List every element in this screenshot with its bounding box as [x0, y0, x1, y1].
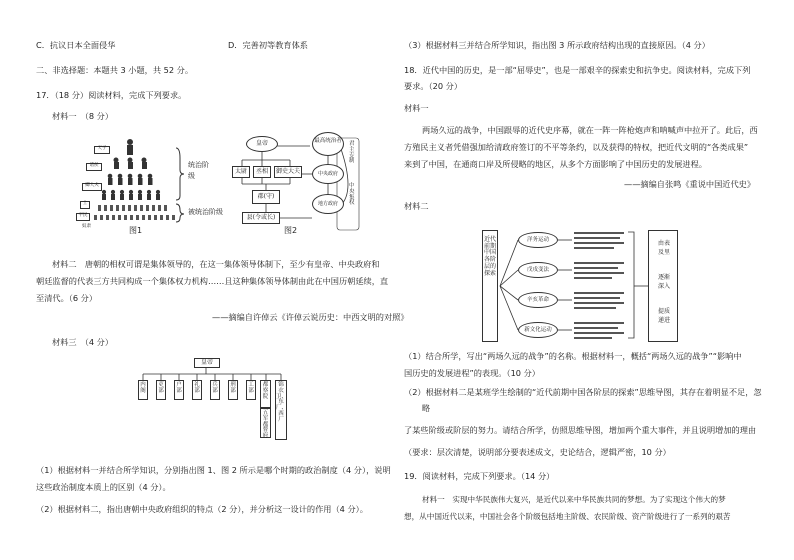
fig2-side-centralization: 中央集权 — [349, 183, 355, 207]
mind-map-root: 近代前期中国各阶层的探索 — [482, 230, 498, 342]
mind-map-summary — [648, 230, 678, 342]
fig1-slave-label: 奴隶 — [82, 224, 91, 229]
fig2-side-absolutism: 君主专制 — [349, 141, 355, 165]
fig1-caption: 图1 — [129, 226, 143, 235]
q18-material-1-source: ——摘编自张鸣《重说中国近代史》 — [624, 179, 756, 189]
q18-material-1-line-3: 来到了中国，在通商口岸及所侵略的地区，从多个方面影响了中国历史的发展进程。 — [404, 159, 707, 169]
mind-map-summary-2: 逐渐深入 — [657, 274, 670, 290]
fig3-xingbu: 刑部 — [228, 380, 238, 400]
fig3-duchayuan: 都察院 — [260, 380, 271, 408]
question-19-heading: 19．阅读材料，完成下列要求。（14 分） — [404, 471, 555, 481]
fig3-emperor: 皇帝 — [194, 358, 220, 368]
q19-material-line-2: 想，从中国近代以来，中国社会各个阶级包括地主阶级、农民阶级、资产阶级进行了一系列的艰苦 — [404, 512, 731, 521]
fig2-local-government: 地方政府 — [312, 194, 344, 214]
fig2-central-government: 中央政府 — [312, 164, 344, 184]
fig3-hubu: 户部 — [174, 380, 184, 400]
fig1-row-zhuhou: 诸侯 — [86, 163, 102, 171]
fig1-row-qingdafu: 卿大夫 — [82, 183, 102, 191]
section-heading: 二、非选择题：本题共 3 小题，共 52 分。 — [36, 65, 194, 75]
material-2-line-3: 至清代。（6 分） — [36, 293, 98, 303]
mind-map-node-westernization: 洋务运动 — [518, 232, 558, 248]
question-18-line-1: 18．近代中国的历史，是一部“屈辱史”，也是一部艰辛的探索史和抗争史。阅读材料，完成下列 — [404, 65, 751, 75]
material-2-line-2: 朝廷监督的代表三方共同构成一个集体权力机构……且这种集体领导体制由此在中国历朝延续，直 — [36, 276, 389, 286]
figure-2 — [232, 132, 364, 236]
fig1-ruled-class: 被统治阶级 — [188, 208, 223, 216]
option-c: C．抗议日本全面侵华 — [36, 40, 116, 50]
mind-map-summary-1: 由表及里 — [657, 240, 670, 256]
fig2-county: 县(令或长) — [242, 212, 280, 224]
fig2-taiwei: 太尉 — [232, 166, 250, 178]
fig2-caption: 图2 — [284, 226, 298, 235]
q18-material-1-label: 材料一 — [404, 103, 429, 113]
fig3-wujun: 五军都督府 — [260, 408, 271, 438]
fig2-yushi: 御史大夫 — [274, 166, 302, 178]
sub-question-1-line-2: 这些政治制度本质上的区别（4 分）。 — [36, 482, 171, 492]
q18-part-1-line-2: 国历史的发展进程”的表现。（10 分） — [404, 368, 540, 378]
sub-question-1-line-1: （1）根据材料一并结合所学知识，分别指出图 1、图 2 所示是哪个时期的政治制度（4 分），说明 — [36, 465, 391, 475]
fig3-libu: 吏部 — [156, 380, 166, 400]
mind-map-node-reform: 戊戌变法 — [518, 262, 558, 278]
fig2-prefecture: 郡(守) — [252, 190, 280, 204]
fig1-row-tianzi: 天子 — [94, 146, 110, 154]
question-17-heading: 17．（18 分）阅读材料，完成下列要求。 — [36, 90, 187, 100]
mind-map-node-new-culture: 新文化运动 — [518, 322, 558, 338]
q18-material-2-label: 材料二 — [404, 201, 429, 211]
q18-part-2-line-1: （2）根据材料二是某班学生绘制的“近代前期中国各阶层的探索”思维导图，其存在着明显不足，忽 — [404, 387, 762, 397]
fig3-libu-rites: 礼部 — [192, 380, 202, 400]
fig2-chengxiang: 丞相 — [253, 166, 271, 178]
fig1-row-shi: 士 — [80, 201, 90, 209]
option-d: D．完善初等教育体系 — [228, 40, 308, 50]
material-2-source: ——摘编自许倬云《许倬云说历史：中西文明的对照》 — [212, 312, 409, 322]
sub-question-3: （3）根据材料三并结合所学知识，指出图 3 所示政府结构出现的直接原因。（4 分） — [404, 40, 710, 50]
mind-map-summary-3: 提质递进 — [657, 308, 670, 324]
fig3-neige: 内阁 — [138, 380, 148, 400]
sub-question-2: （2）根据材料二，指出唐朝中央政府组织的特点（2 分），并分析这一设计的作用（4 分）。 — [36, 504, 368, 514]
q18-part-2-line-2: 略 — [422, 403, 431, 413]
q18-material-1-line-2: 方殖民主义者凭借强加给清政府签订的不平等条约，以及获得的特权，把近代文明的“各类成果” — [404, 142, 749, 152]
fig1-ruling-class: 统治阶级 — [188, 161, 209, 181]
fig3-secret-police: 锦衣卫、东厂、西厂 — [275, 380, 287, 440]
fig3-gongbu: 工部 — [246, 380, 256, 400]
fig2-supreme-ruler: 最高统治者 — [312, 132, 344, 156]
fig1-row-pingmin: 平民 — [76, 213, 90, 221]
material-2-line-1: 材料二 唐朝的相权可谓是集体领导的，在这一集体领导体制下，至少有皇帝、中央政府和 — [52, 259, 380, 269]
mind-map — [478, 226, 700, 346]
question-18-line-2: 要求。（20 分） — [404, 81, 463, 91]
q18-part-2-line-3: 了某些阶级或阶层的努力。请结合所学，仿照思维导图，增加两个重大事件，并且说明增加的理由 — [404, 425, 757, 435]
mind-map-node-revolution: 辛亥革命 — [518, 292, 558, 308]
q18-part-2-line-4: （要求：层次清楚，说明部分要表述成文，史论结合，逻辑严密，10 分） — [404, 447, 671, 457]
figure-1 — [78, 134, 232, 235]
q18-part-1-line-1: （1）结合所学，写出“两场久远的战争”的名称。根据材料一，概括“两场久远的战争”“影响中 — [404, 351, 742, 361]
figure-3 — [134, 356, 294, 446]
q18-material-1-line-1: 两场久远的战争，中国跟辱的近代史序幕，就在一阵一阵枪炮声和呐喊声中拉开了。此后，西 — [422, 125, 758, 135]
fig3-bingbu: 兵部 — [210, 380, 220, 400]
material-1-label: 材料一 （8 分） — [52, 111, 114, 121]
q19-material-line-1: 材料一 实现中华民族伟大复兴，是近代以来中华民族共同的梦想。为了实现这个伟大的梦 — [422, 495, 726, 504]
fig2-emperor: 皇帝 — [246, 136, 278, 152]
material-3-label: 材料三 （4 分） — [52, 337, 114, 347]
